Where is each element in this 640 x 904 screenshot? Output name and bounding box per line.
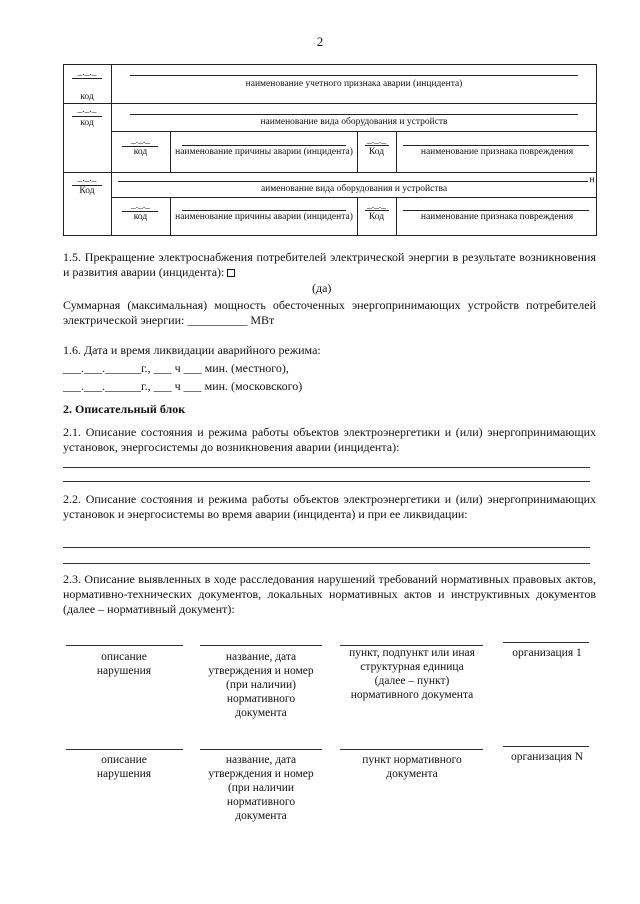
code-stub: _._._	[77, 105, 97, 115]
fill-line	[130, 75, 578, 76]
section-2-2-text: 2.2. Описание состояния и режима работы объектов электроэнергетики и (или) энергопринимающих установок и энергосистемы во время аварии (инцидента) и при ее ликвидации:	[63, 492, 596, 521]
document-clause-caption: пункт нормативного документа	[362, 754, 462, 780]
fill-line	[403, 145, 589, 146]
code-underline	[365, 210, 389, 211]
code-stub: _._._	[367, 136, 386, 146]
organization-caption: организация N	[510, 751, 584, 763]
fill-line	[340, 749, 483, 750]
caption-cause: наименование причины аварии (инцидента)	[175, 147, 353, 157]
liquidation-moscow-time: ___.___.______г., ___ ч ___ мин. (московского)	[63, 379, 303, 393]
liquidation-local-time: ___.___.______г., ___ ч ___ мин. (местного),	[63, 361, 289, 375]
code-label: Код	[79, 186, 95, 196]
section-1-6-title: 1.6. Дата и время ликвидации аварийного режима:	[63, 343, 321, 357]
violation-description-caption: описание нарушения	[96, 754, 152, 780]
fill-line	[63, 467, 590, 468]
fill-line	[63, 563, 590, 564]
fill-line	[182, 210, 346, 211]
row-separator	[63, 172, 597, 173]
sub-divider	[170, 131, 171, 172]
fill-line	[200, 645, 322, 646]
section-1-5-text	[63, 250, 596, 280]
fill-line	[66, 749, 183, 750]
fill-line	[63, 481, 590, 482]
caption-equipment-type: наименование вида оборудования и устройств	[260, 117, 448, 127]
sub-divider	[170, 197, 171, 236]
code-label: код	[80, 92, 94, 102]
yes-checkbox[interactable]	[227, 269, 235, 277]
document-clause-caption: пункт, подпункт или иная структурная единица (далее – пункт) нормативного документа	[349, 647, 475, 701]
code-stub: _._._	[131, 136, 150, 146]
code-stub: _._._	[77, 174, 97, 184]
sub-row-separator	[111, 131, 597, 132]
code-stub: _._._	[367, 201, 386, 211]
sub-code-label: Код	[368, 147, 385, 157]
organization-caption: организация 1	[512, 647, 582, 659]
section-2-title: 2. Описательный блок	[63, 402, 186, 416]
fill-line	[66, 645, 183, 646]
fill-line	[182, 145, 346, 146]
fill-line	[403, 210, 589, 211]
caption-damage: наименование признака повреждения	[420, 212, 574, 222]
section-2-1-text: 2.1. Описание состояния и режима работы объектов электроэнергетики и (или) энергопринимающих установок, энергосистемы до возникновения аварии (инцидента):	[63, 425, 596, 454]
fill-line	[63, 547, 590, 548]
row-separator	[63, 103, 597, 104]
normative-document-caption: название, дата утверждения и номер (при наличии) нормативного документа	[208, 651, 314, 719]
violation-description-caption: описание нарушения	[96, 651, 152, 677]
fill-line	[503, 746, 589, 747]
code-underline	[72, 116, 102, 117]
sub-row-separator	[111, 197, 597, 198]
fill-line	[503, 642, 589, 643]
code-label: код	[80, 118, 94, 128]
caption-accident-feature: наименование учетного признака аварии (инцидента)	[245, 79, 463, 89]
code-underline	[365, 145, 389, 146]
fill-line	[130, 114, 578, 115]
code-stub: _._._	[77, 68, 97, 78]
caption-damage: наименование признака повреждения	[420, 147, 574, 157]
caption-cause: наименование причины аварии (инцидента)	[175, 212, 353, 222]
section-2-3-text: 2.3. Описание выявленных в ходе расследования нарушений требований нормативных правовых актов, нормативно-технических документов, локальных нормативных актов и инструктивных документов (далее – нормативный документ):	[63, 572, 596, 616]
fill-line	[200, 749, 322, 750]
code-stub: _._._	[131, 201, 150, 211]
caption-trail-letter: н	[589, 175, 595, 185]
sub-code-label: код	[133, 147, 148, 157]
caption-equipment-type: аименование вида оборудования и устройства	[260, 184, 448, 194]
page-number: 2	[316, 34, 324, 49]
sub-code-label: Код	[368, 212, 385, 222]
sub-divider	[396, 197, 397, 236]
normative-document-caption: название, дата утверждения и номер (при наличии нормативного документа	[208, 754, 314, 822]
yes-caption: (да)	[312, 281, 332, 295]
sub-code-label: код	[133, 212, 148, 222]
power-text: Суммарная (максимальная) мощность обесточенных энергопринимающих устройств потребителей электрической энергии: __________ МВт	[63, 298, 596, 327]
sub-divider	[396, 131, 397, 172]
code-underline	[72, 78, 102, 79]
section-1-5-body: 1.5. Прекращение электроснабжения потребителей электрической энергии в результате возникновения и развития аварии (инцидента):	[63, 250, 596, 279]
fill-line	[118, 181, 588, 182]
